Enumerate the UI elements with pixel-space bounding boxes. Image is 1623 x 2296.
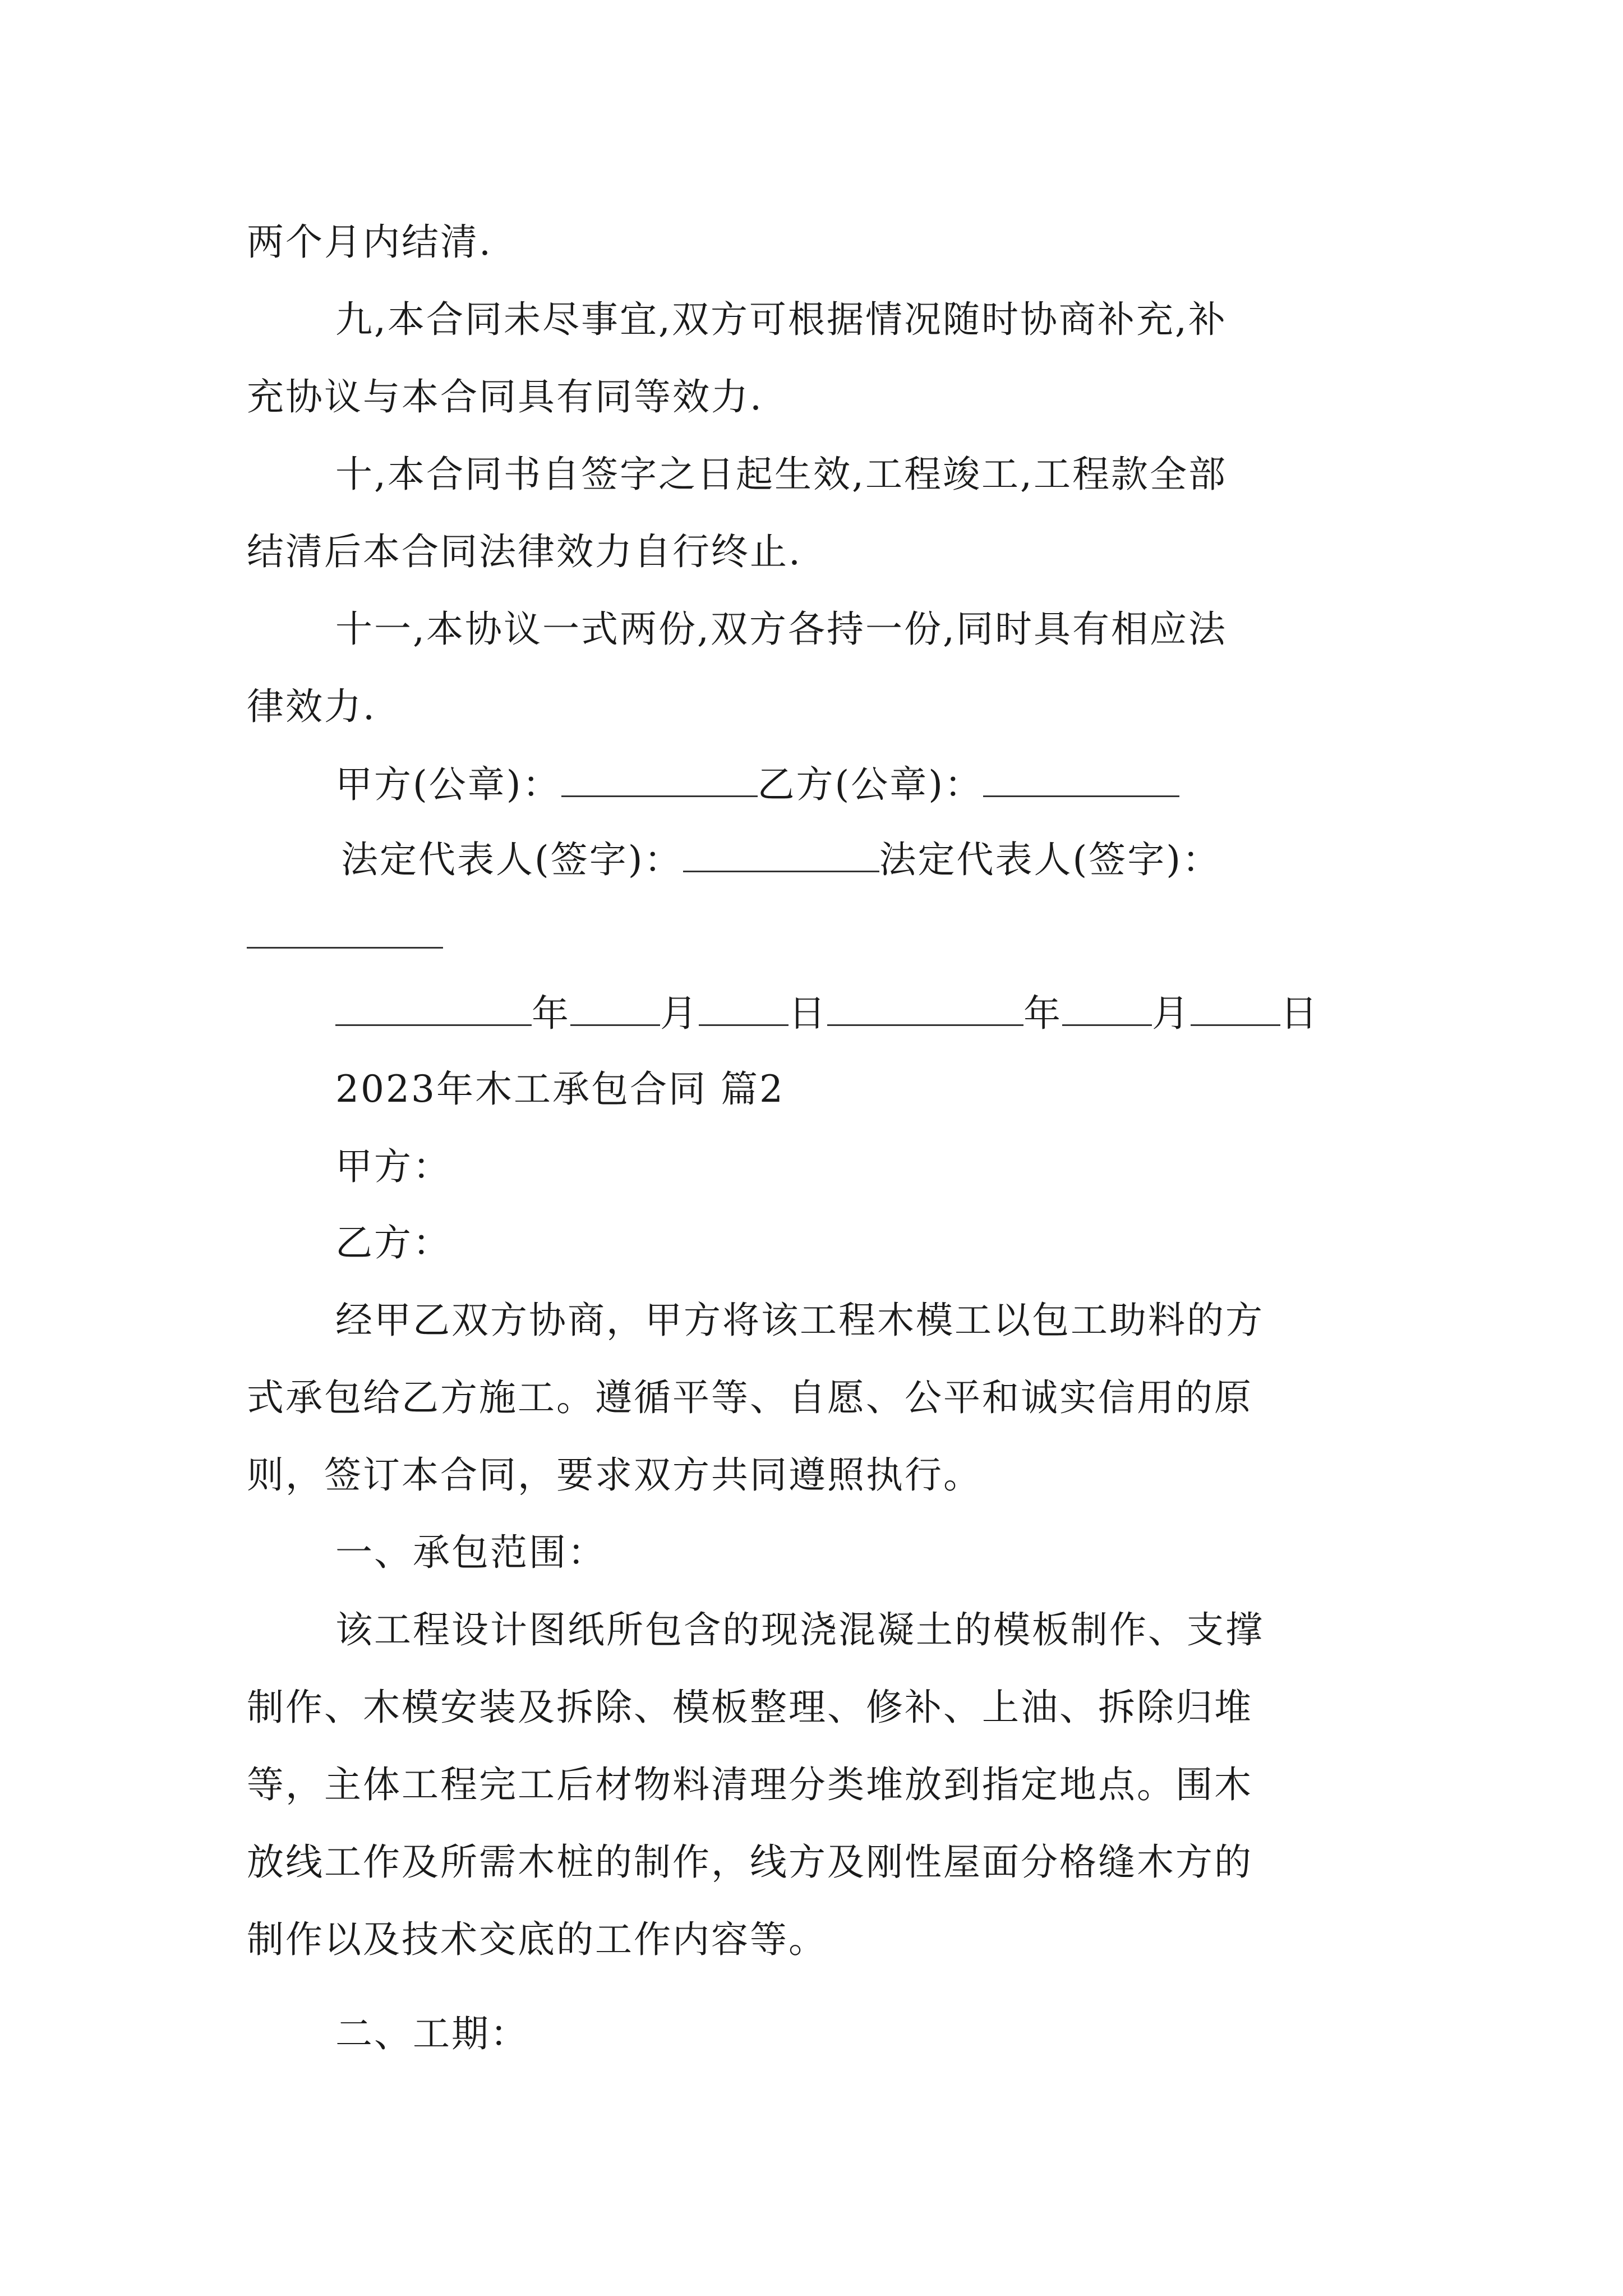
party-b-seal-label: 乙方(公章)：	[757, 763, 983, 806]
party-seal-row	[335, 762, 1179, 807]
party-a-seal-blank	[561, 762, 758, 797]
date-row	[335, 991, 1319, 1036]
day-a-blank	[699, 991, 789, 1026]
day-b-blank	[1191, 991, 1280, 1026]
scope-line: 该工程设计图纸所包含的现浇混凝土的模板制作、支撑	[335, 1608, 1264, 1651]
scope-heading: 一、承包范围：	[335, 1531, 606, 1574]
month-b-blank	[1062, 991, 1152, 1026]
party-b-label: 乙方：	[335, 1221, 451, 1264]
period-heading: 二、工期：	[335, 2012, 529, 2055]
scope-line: 制作以及技术交底的工作内容等。	[247, 1918, 827, 1961]
legal-rep-a-label: 法定代表人(签字)：	[341, 838, 683, 881]
clause-11-line: 律效力.	[247, 685, 376, 728]
legal-rep-row	[341, 837, 1221, 882]
clause-10-line: 结清后本合同法律效力自行终止.	[247, 530, 802, 573]
paragraph-line: 两个月内结清.	[247, 220, 492, 264]
intro-line: 经甲乙双方协商，甲方将该工程木模工以包工助料的方	[335, 1299, 1264, 1342]
scope-line: 等，主体工程完工后材物料清理分类堆放到指定地点。围木	[247, 1763, 1253, 1806]
day-label: 日	[1280, 992, 1319, 1035]
legal-rep-b-label: 法定代表人(签字)：	[879, 838, 1221, 881]
day-label: 日	[789, 992, 827, 1035]
party-a-label: 甲方：	[335, 1145, 451, 1188]
clause-10-line: 十,本合同书自签字之日起生效,工程竣工,工程款全部	[335, 453, 1227, 496]
clause-9-line: 充协议与本合同具有同等效力.	[247, 375, 763, 418]
section-title: 2023年木工承包合同 篇2	[335, 1068, 785, 1111]
year-label: 年	[532, 992, 570, 1035]
clause-11-line: 十一,本协议一式两份,双方各持一份,同时具有相应法	[335, 608, 1227, 651]
scope-line: 制作、木模安装及拆除、模板整理、修补、上油、拆除归堆	[247, 1686, 1253, 1729]
party-a-seal-label: 甲方(公章)：	[335, 763, 561, 806]
party-b-seal-blank	[983, 762, 1179, 797]
year-label: 年	[1023, 992, 1062, 1035]
year-a-blank	[335, 991, 532, 1026]
month-label: 月	[1152, 992, 1191, 1035]
scope-line: 放线工作及所需木桩的制作，线方及刚性屋面分格缝木方的	[247, 1841, 1253, 1884]
intro-line: 则，签订本合同，要求双方共同遵照执行。	[247, 1453, 982, 1497]
intro-line: 式承包给乙方施工。遵循平等、自愿、公平和诚实信用的原	[247, 1376, 1253, 1419]
legal-rep-a-blank	[683, 837, 879, 872]
month-a-blank	[570, 991, 660, 1026]
clause-9-line: 九,本合同未尽事宜,双方可根据情况随时协商补充,补	[335, 298, 1227, 341]
month-label: 月	[660, 992, 699, 1035]
year-b-blank	[827, 991, 1023, 1026]
legal-rep-b-blank	[247, 947, 443, 949]
